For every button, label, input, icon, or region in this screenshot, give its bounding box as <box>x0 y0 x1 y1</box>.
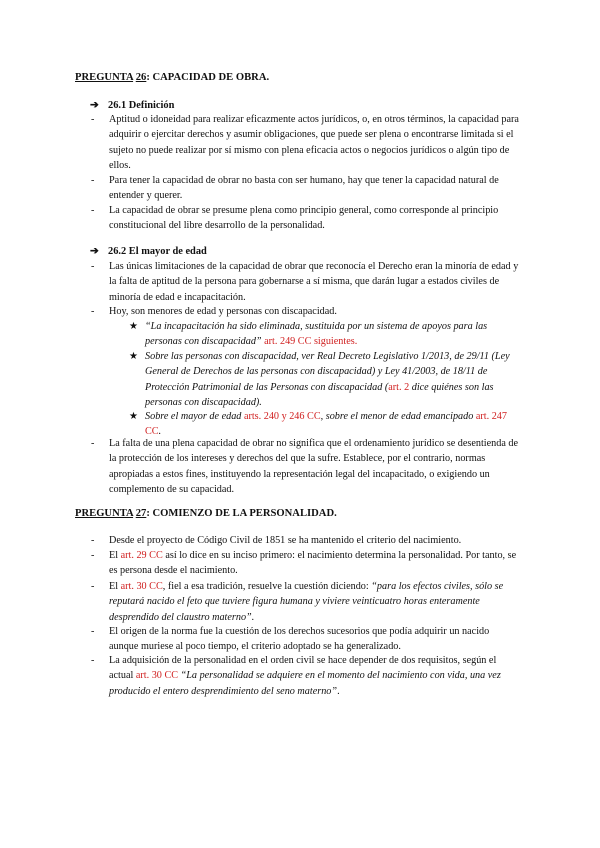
dash-bullet: - <box>91 261 95 272</box>
item-text: La capacidad de obrar se presume plena como principio general, como corresponde al principio constitucional del libre desarrollo de la personalidad. <box>109 205 499 232</box>
star-text-part: Sobre el mayor de edad <box>145 411 244 422</box>
dash-bullet: - <box>91 581 95 592</box>
pregunta-26-heading <box>75 72 269 83</box>
item-text: Para tener la capacidad de obrar no basta con ser humano, hay que tener la capacidad natural de entender y querer. <box>109 175 499 202</box>
item-text: Desde el proyecto de Código Civil de 1851 se ha mantenido el criterio del nacimiento. <box>109 535 462 546</box>
article-reference: art. 2 <box>388 381 410 393</box>
section-title: 26.1 Definición <box>108 100 175 111</box>
pregunta-27-heading <box>75 508 337 519</box>
item-text <box>109 579 521 625</box>
quote-text: “La personalidad se adquiere en el momento del nacimiento con vida, una vez producido el entero desprendimiento del seno materno” <box>109 670 501 697</box>
pregunta-title: : COMIENZO DE LA PERSONALIDAD. <box>146 508 337 519</box>
star-text-part: , sobre el menor de edad emancipado <box>320 411 476 422</box>
star-text-part: dice quiénes son las personas con discapacidad). <box>145 381 494 409</box>
item-text: Aptitud o idoneidad para realizar eficazmente actos jurídicos, o, en otros términos, la capacidad para adquirir o ejercitar derechos y asumir obligaciones, que puede ser plena o encontrarse limitada si el sujeto no puede realizar por sí mismo con plena eficacia actos o negocios jurídicos o algún tipo de ellos. <box>109 114 519 172</box>
list-item <box>91 112 521 174</box>
star-icon: ★ <box>129 411 138 422</box>
list-item <box>91 653 521 699</box>
item-text-part: La adquisición de la personalidad en el orden civil se hace depender de dos requisitos, según el actual <box>109 655 497 682</box>
pregunta-number: 26 <box>135 72 147 83</box>
star-icon: ★ <box>129 321 138 332</box>
item-text-part: El <box>109 581 121 592</box>
item-text-part: . <box>337 685 340 697</box>
arrow-icon: ➔ <box>90 246 99 257</box>
article-reference: art. 247 CC <box>145 411 507 438</box>
dash-bullet: - <box>91 205 95 216</box>
list-item <box>91 203 521 234</box>
quote-text: “La incapacitación ha sido eliminada, sustituida por un sistema de apoyos para las personas con discapacidad” <box>145 321 488 348</box>
list-item <box>91 548 521 579</box>
list-item <box>91 259 521 305</box>
item-text: Las únicas limitaciones de la capacidad de obrar que reconocía el Derecho eran la minoría de edad y la falta de aptitud de la persona para gobernarse a sí misma, que darán lugar a estados civiles de minoría de edad e incapacitación. <box>109 261 519 303</box>
dash-bullet: - <box>91 550 95 561</box>
item-text <box>109 653 521 699</box>
item-text-part: , fiel a esa tradición, resuelve la cuestión diciendo: <box>162 581 372 592</box>
item-text: El origen de la norma fue la cuestión de los derechos sucesorios que podía adquirir un nacido aunque muriese al poco tiempo, el criterio adoptado se ha generalizado. <box>109 626 490 653</box>
article-reference: arts. 240 y 246 CC <box>243 411 321 422</box>
star-icon: ★ <box>129 351 138 362</box>
article-reference: art. 30 CC <box>135 670 179 682</box>
item-text <box>109 548 521 579</box>
list-item <box>91 436 521 498</box>
list-item <box>91 533 521 548</box>
section-title: 26.2 El mayor de edad <box>108 246 207 257</box>
article-reference: art. 30 CC <box>120 581 163 592</box>
section-26-1-heading <box>90 99 174 111</box>
star-text <box>145 319 524 350</box>
star-text-part: . <box>158 426 162 438</box>
list-item <box>91 579 521 625</box>
pregunta-label: PREGUNTA <box>75 72 134 83</box>
dash-bullet: - <box>91 306 95 317</box>
item-text-part: El <box>109 550 121 561</box>
star-item <box>129 349 524 411</box>
dash-bullet: - <box>91 438 95 449</box>
item-text: Hoy, son menores de edad y personas con discapacidad. <box>109 306 337 317</box>
item-text-part: así lo dice en su inciso primero: el nacimiento determina la personalidad. Por tanto, se es persona desde el nacimiento. <box>109 550 517 577</box>
quote-text: “para los efectos civiles, sólo se reputará nacido el feto que tuviere figura humana y viviere veinticuatro horas enteramente desprendido del claustro materno”. <box>109 581 504 623</box>
list-item <box>91 624 521 655</box>
list-item <box>91 173 521 204</box>
pregunta-label: PREGUNTA <box>75 508 134 519</box>
dash-bullet: - <box>91 535 95 546</box>
star-item <box>129 319 524 350</box>
pregunta-number: 27 <box>135 508 147 519</box>
list-item <box>91 304 521 319</box>
dash-bullet: - <box>91 655 95 666</box>
dash-bullet: - <box>91 114 95 125</box>
item-text: La falta de una plena capacidad de obrar no significa que el ordenamiento jurídico se desentienda de la protección de los intereses y derechos del que la sufre. Establece, por el contrario, normas apropiadas a estos fines, instituyendo la representación legal del incapacitado, o exigiendo un complemento de su capacidad. <box>109 438 519 496</box>
dash-bullet: - <box>91 626 95 637</box>
article-reference: art. 29 CC <box>120 550 163 561</box>
section-26-2-heading <box>90 245 207 257</box>
star-text-part: Sobre las personas con discapacidad, ver Real Decreto Legislativo 1/2013, de 29/11 (Ley General de Derechos de las personas con discapacidad) y Ley 41/2003, de 18/11 de Protección Patrimonial de las Personas con discapacidad ( <box>145 351 510 393</box>
pregunta-title: : CAPACIDAD DE OBRA. <box>146 72 270 83</box>
star-text <box>145 349 524 411</box>
article-reference: art. 249 CC siguientes. <box>261 336 358 348</box>
dash-bullet: - <box>91 175 95 186</box>
arrow-icon: ➔ <box>90 100 99 111</box>
